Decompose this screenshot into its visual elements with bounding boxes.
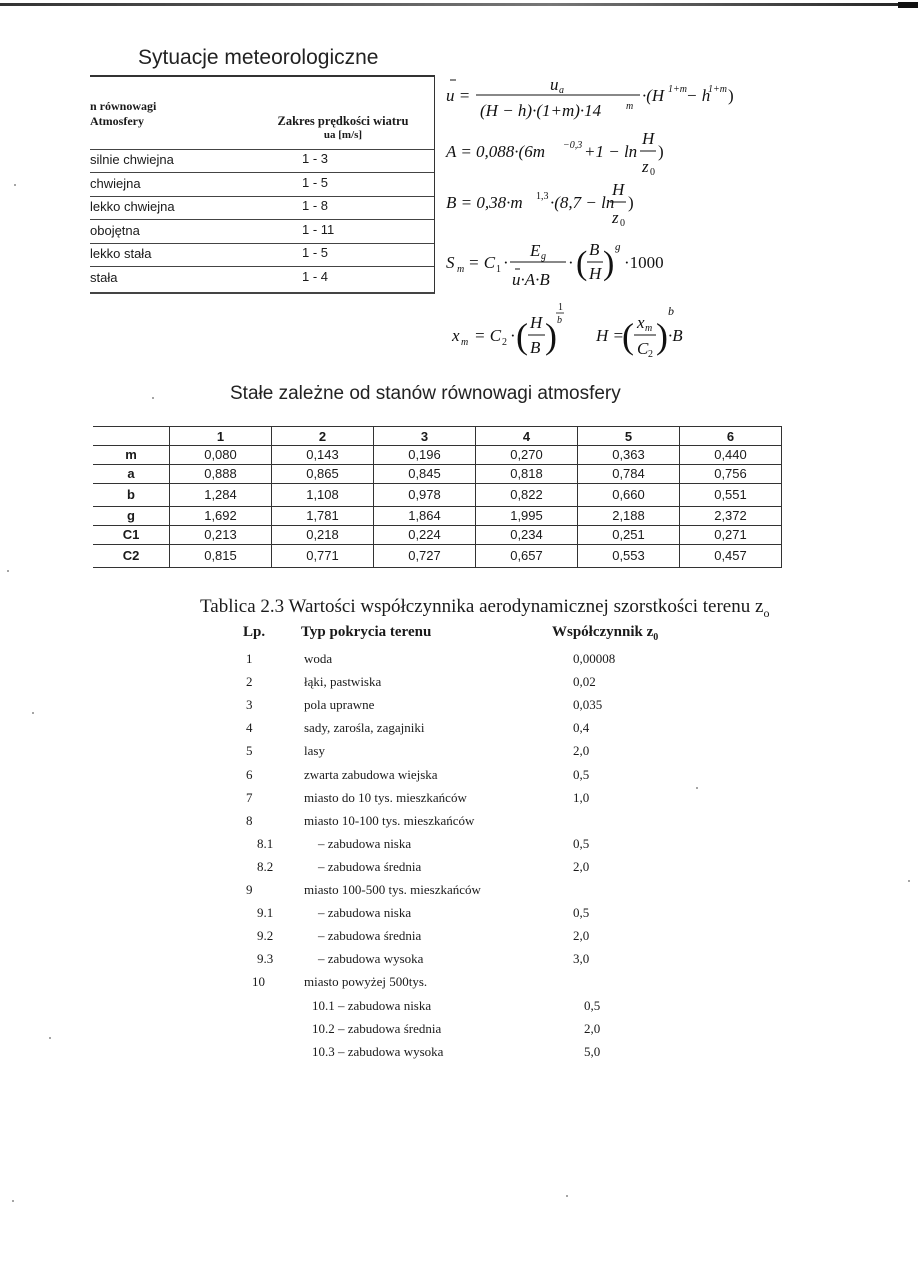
constants-cell: 1,692 [170,507,272,526]
H-paren-den: C [637,339,649,358]
roughness-lp: 7 [246,789,253,805]
roughness-type: – zabudowa średnia [318,858,422,874]
constants-row-label: a [93,465,170,484]
constants-cell: 1,995 [476,507,578,526]
roughness-row [0,859,918,881]
roughness-row [0,928,918,950]
roughness-row [0,905,918,927]
constants-cell: 0,551 [680,484,782,507]
constants-header-row [93,427,782,446]
constants-cell: 0,818 [476,465,578,484]
Sm-lhs: S [446,253,455,272]
roughness-row [0,951,918,973]
roughness-title-sub: o [763,605,770,620]
Sm-eq: = C [468,253,496,272]
roughness-type: woda [304,651,333,666]
situations-table [90,75,435,294]
constants-column-header: 3 [374,427,476,446]
roughness-lp: 6 [246,766,253,782]
u-denominator: (H − h)·(1+m)·14 [480,101,602,120]
constants-row-label: m [93,446,170,465]
roughness-lp: 9.3 [257,951,274,967]
situation-row [90,149,434,173]
constants-cell: 1,284 [170,484,272,507]
roughness-type: miasto do 10 tys. mieszkańców [304,789,467,805]
u-tail-sup2: 1+m [708,84,727,95]
roughness-row [0,674,918,696]
constants-column-header: 5 [578,427,680,446]
roughness-lp: 9 [246,882,253,897]
constants-cell: 1,864 [374,507,476,526]
constants-row [93,507,782,526]
Sm-den: u·A·B [512,270,550,289]
Sm-paren-left: ( [576,245,588,282]
u-tail-end: ) [728,86,734,105]
constants-cell: 0,845 [374,465,476,484]
u-lhs: u = [446,86,471,105]
roughness-type: – zabudowa średnia [318,928,422,944]
xm-paren-den: B [530,338,541,357]
Sm-paren-sup: g [615,241,621,253]
constants-cell: 0,270 [476,446,578,465]
xm-paren-right: ) [545,316,557,356]
roughness-lp: 8.1 [257,835,274,851]
roughness-type: pola uprawne [304,697,375,713]
constants-cell: 0,457 [680,545,782,568]
situation-row [90,173,434,197]
Sm-dot2: · [568,253,574,272]
roughness-type: lasy [304,743,325,759]
header-lp: Lp. [243,624,266,640]
roughness-value: 0,5 [584,997,601,1013]
roughness-type: łąki, pastwiska [304,674,382,690]
header-type: Typ pokrycia terenu [301,624,432,640]
A-end: ) [658,142,664,161]
constants-cell: 2,188 [578,507,680,526]
formula-u-mean [446,75,734,120]
roughness-row [0,998,918,1020]
scan-speck [152,397,154,399]
constants-row-label: g [93,507,170,526]
constants-table [93,426,782,568]
roughness-value: 3,0 [573,951,590,967]
scan-speck [32,712,34,714]
Sm-paren-right: ) [603,245,615,282]
constants-cell: 0,888 [170,465,272,484]
roughness-value: 0,4 [573,720,590,736]
roughness-type: – zabudowa wysoka [318,951,424,967]
situation-row [90,196,434,220]
constants-cell: 0,784 [578,465,680,484]
situation-wind-range: 1 - 3 [302,151,329,166]
roughness-type: miasto 100-500 tys. mieszkańców [304,882,481,897]
situation-state: silnie chwiejna [90,152,174,167]
roughness-lp: 5 [246,743,253,759]
roughness-row [0,1021,918,1043]
roughness-value: 0,02 [573,674,596,690]
situation-row [90,220,434,244]
scan-speck [908,880,910,882]
u-numerator-sub: a [559,85,564,96]
constants-row [93,526,782,545]
situation-wind-range: 1 - 11 [302,221,335,237]
constants-cell: 0,756 [680,465,782,484]
header-coef [552,624,658,643]
constants-row-label: b [93,484,170,507]
roughness-lp: 8.2 [257,858,274,874]
roughness-row [0,1044,918,1066]
xm-lhs-sub: m [461,337,469,348]
header-coef-text: Współczynnik z [552,624,654,640]
B-mid: ·(8,7 − ln [550,193,615,212]
header-wind-line1: Zakres prędkości wiatru [277,114,409,128]
constants-cell: 0,234 [476,526,578,545]
constants-cell: 0,224 [374,526,476,545]
constants-cell: 2,372 [680,507,782,526]
roughness-lp: 9.2 [257,928,274,944]
A-sup: −0,3 [563,140,583,151]
scan-speck [696,787,698,789]
constants-row-label: C2 [93,545,170,568]
scan-speck [566,1195,568,1197]
H-sup: b [668,304,674,318]
A-frac-den-sub: 0 [650,167,655,178]
header-stability [90,99,156,129]
formula-xm [451,302,564,357]
roughness-value: 0,00008 [573,651,616,666]
xm-dot: · [510,326,516,345]
situation-wind-range: 1 - 5 [302,174,329,190]
roughness-lp: 10 [252,974,265,990]
situations-table-header [90,77,434,150]
u-numerator: u [550,75,559,94]
B-frac-num: H [612,180,625,199]
constants-corner-cell [93,427,170,446]
roughness-title [200,596,769,621]
scan-top-edge [0,3,918,6]
roughness-value: 2,0 [573,743,590,759]
situations-title: Sytuacje meteorologiczne [138,46,379,69]
constants-column-header: 6 [680,427,782,446]
H-lhs: H = [596,326,624,345]
Sm-num: E [530,241,541,260]
xm-paren-num: H [530,313,543,332]
scan-speck [7,570,9,572]
roughness-value: 2,0 [573,928,590,944]
constants-row [93,446,782,465]
constants-column-header: 1 [170,427,272,446]
constants-row-label: C1 [93,526,170,545]
roughness-row [0,836,918,858]
Sm-tail: ·1000 [624,253,664,272]
header-wind-unit: ua [m/s] [323,129,363,141]
formula-Sm [446,240,664,289]
constants-row [93,465,782,484]
Sm-paren-den: H [589,264,602,283]
situation-wind-range: 1 - 8 [302,198,329,213]
constants-cell: 0,080 [170,446,272,465]
roughness-value: 1,0 [573,789,590,805]
constants-cell: 0,143 [272,446,374,465]
formulas-svg [446,75,766,378]
xm-c-sub: 2 [502,337,507,348]
roughness-lp: 2 [246,674,253,690]
constants-title: Stałe zależne od stanów równowagi atmosfery [230,383,621,404]
roughness-type: 10.3 – zabudowa wysoka [312,1043,444,1059]
roughness-lp: 4 [246,720,253,736]
situation-state: lekko chwiejna [90,199,175,214]
scan-corner-mark [898,2,918,8]
constants-cell: 0,213 [170,526,272,545]
H-paren-left: ( [622,316,634,356]
header-coef-sub: 0 [653,632,659,643]
constants-cell: 0,822 [476,484,578,507]
scan-speck [49,1037,51,1039]
roughness-lp: 3 [246,697,253,713]
B-frac-den-sub: 0 [620,218,625,229]
B-end: ) [628,193,634,212]
xm-lhs: x [452,326,460,345]
roughness-value: 5,0 [584,1043,601,1059]
situation-state: chwiejna [90,175,141,191]
B-frac-den: z [612,208,619,227]
roughness-row [0,743,918,765]
situation-state: obojętna [90,222,140,238]
roughness-type: sady, zarośla, zagajniki [304,720,425,736]
header-stability-line1: n równowagi [90,99,157,113]
constants-cell: 0,251 [578,526,680,545]
H-paren-num: x [637,313,645,332]
constants-cell: 0,815 [170,545,272,568]
H-paren-right: ) [656,316,668,356]
u-tail: ·(H [642,86,665,105]
constants-cell: 0,865 [272,465,374,484]
roughness-row [0,790,918,812]
B-lhs: B = 0,38·m [446,193,523,212]
roughness-type: 10.2 – zabudowa średnia [312,1020,442,1036]
xm-eq: = C [474,326,502,345]
B-sup: 1,3 [536,191,549,202]
H-paren-num-sub: m [645,323,653,334]
roughness-title-text: Tablica 2.3 Wartości współczynnika aerodynamicznej szorstkości terenu z [200,596,764,617]
roughness-row [0,767,918,789]
xm-paren-left: ( [516,316,528,356]
roughness-type: miasto powyżej 500tys. [304,974,428,990]
constants-row [93,484,782,507]
A-lhs: A = 0,088·(6m [446,142,545,161]
roughness-lp: 8 [246,812,253,828]
xm-sup-den: b [557,315,562,326]
constants-cell: 1,781 [272,507,374,526]
constants-cell: 0,553 [578,545,680,568]
constants-cell: 0,363 [578,446,680,465]
u-tail-mid: − h [686,86,711,105]
Sm-paren-num: B [589,240,600,259]
roughness-value: 0,5 [573,905,590,921]
roughness-row [0,882,918,904]
Sm-num-sub: g [541,251,546,262]
formula-H [595,304,683,360]
roughness-value: 0,035 [573,697,603,713]
constants-cell: 0,218 [272,526,374,545]
roughness-row [0,697,918,719]
constants-cell: 0,771 [272,545,374,568]
roughness-type: – zabudowa niska [318,835,412,851]
formula-B [446,180,634,229]
scan-speck [14,184,16,186]
roughness-row [0,720,918,742]
roughness-type: 10.1 – zabudowa niska [312,997,432,1013]
formulas-block [446,75,766,378]
roughness-lp: 1 [246,651,253,666]
A-mid: +1 − ln [584,142,638,161]
situation-state: stała [90,269,118,285]
roughness-row [0,651,918,673]
roughness-type: zwarta zabudowa wiejska [304,766,438,782]
situation-row [90,243,434,267]
xm-sup-num: 1 [558,302,563,313]
constants-cell: 0,727 [374,545,476,568]
H-tail: ·B [668,326,683,345]
constants-cell: 0,657 [476,545,578,568]
constants-cell: 0,978 [374,484,476,507]
H-paren-den-sub: 2 [648,349,653,360]
situation-wind-range: 1 - 5 [302,245,329,260]
header-wind-range [258,114,428,142]
Sm-c-sub: 1 [496,264,501,275]
u-denominator-sup: m [626,101,634,112]
roughness-row [0,813,918,835]
roughness-type: – zabudowa niska [318,905,412,921]
constants-row [93,545,782,568]
situation-wind-range: 1 - 4 [302,268,329,284]
roughness-lp: 9.1 [257,905,274,921]
constants-cell: 0,196 [374,446,476,465]
roughness-value: 0,5 [573,835,590,851]
constants-cell: 1,108 [272,484,374,507]
header-stability-line2: Atmosfery [90,114,144,128]
situation-state: lekko stała [90,246,152,261]
formula-A [445,129,664,178]
constants-cell: 0,271 [680,526,782,545]
constants-column-header: 4 [476,427,578,446]
roughness-value: 2,0 [573,858,590,874]
u-tail-sup1: 1+m [668,84,687,95]
Sm-lhs-sub: m [457,264,465,275]
scan-speck [12,1200,14,1202]
roughness-value: 0,5 [573,766,590,782]
A-frac-den: z [642,157,649,176]
roughness-type: miasto 10-100 tys. mieszkańców [304,812,475,828]
situation-row [90,267,434,290]
Sm-dot1: · [503,253,509,272]
constants-cell: 0,660 [578,484,680,507]
roughness-row [0,974,918,996]
constants-cell: 0,440 [680,446,782,465]
roughness-value: 2,0 [584,1020,601,1036]
A-frac-num: H [642,129,655,148]
constants-column-header: 2 [272,427,374,446]
